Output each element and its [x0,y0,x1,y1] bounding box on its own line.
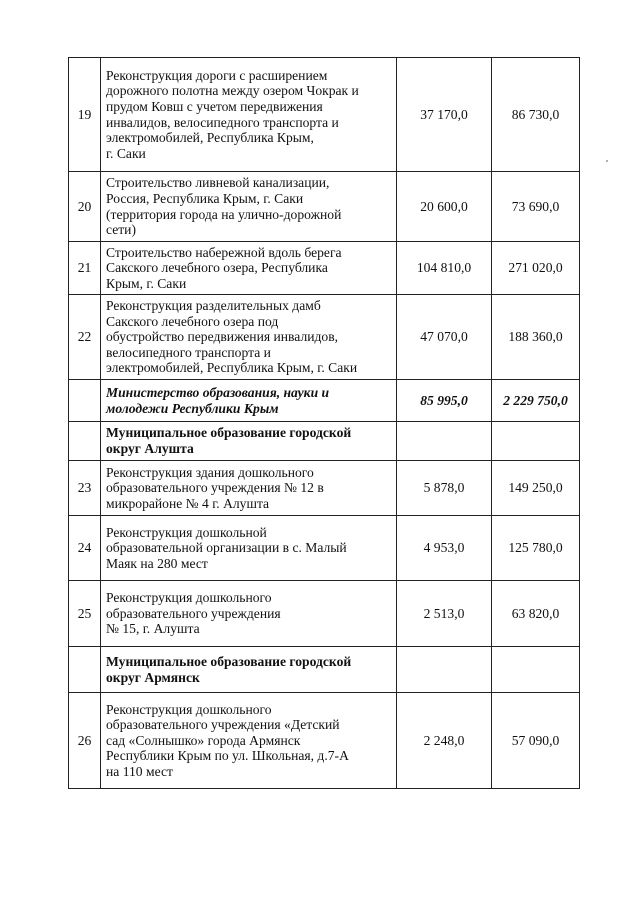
row-name-cell [101,295,397,380]
row-name-cell [101,581,397,647]
row-number-cell [69,295,101,380]
row-value-2: 271 020,0 [508,260,563,276]
row-value-2: 86 730,0 [511,106,560,122]
row-number: 26 [77,732,92,748]
table-row [69,172,580,242]
row-value-2: 125 780,0 [508,540,563,556]
row-value-2-cell [492,172,580,242]
row-number-cell [69,693,101,789]
row-number-cell [69,422,101,461]
row-value-1: 37 170,0 [420,106,468,122]
row-name: Реконструкция разделительных дамб Сакского лечебного озера под обустройство передвижения инвалидов, велосипедного транспорта и электромобилей, Республика Крым, г. Саки [106,298,358,376]
row-number-cell [69,172,101,242]
row-value-2-cell [492,461,580,516]
table-row [69,461,580,516]
row-number: 23 [77,480,92,496]
row-value-2-cell [492,58,580,172]
row-value-2: 73 690,0 [511,198,560,214]
row-number: 24 [77,540,92,556]
investment-table [68,57,580,789]
row-value-1-cell [397,581,492,647]
row-value-2: 57 090,0 [511,732,560,748]
row-value-1-cell [397,380,492,422]
row-name-cell [101,58,397,172]
row-name-cell [101,647,397,693]
row-name: Министерство образования, науки и молодежи Республики Крым [106,384,330,416]
row-name-cell [101,516,397,581]
row-name: Строительство набережной вдоль берега Сакского лечебного озера, Республика Крым, г. Саки [106,244,342,291]
row-name-cell [101,242,397,295]
scan-speck [606,160,608,162]
row-value-2-cell [492,242,580,295]
row-number-cell [69,380,101,422]
row-name: Реконструкция дошкольного образовательного учреждения № 15, г. Алушта [106,590,281,637]
row-number: 21 [77,260,92,276]
row-number: 19 [77,106,92,122]
row-value-2-cell [492,516,580,581]
row-value-2: 2 229 750,0 [503,392,568,408]
row-name: Реконструкция дошкольного образовательного учреждения «Детский сад «Солнышко» города Армянск Республики Крым по ул. Школьная, д.7-А на 110 мест [106,701,349,779]
row-name: Муниципальное образование городской округ Армянск [106,653,352,685]
municipality-row [69,647,580,693]
row-number: 25 [77,605,92,621]
row-number-cell [69,647,101,693]
row-value-1: 2 513,0 [423,605,465,621]
row-value-1: 20 600,0 [420,198,468,214]
table-row [69,295,580,380]
row-value-2-cell [492,693,580,789]
table-row [69,693,580,789]
row-number-cell [69,58,101,172]
row-name: Строительство ливневой канализации, Россия, Республика Крым, г. Саки (территория города на улично-дорожной сети) [106,175,342,238]
row-value-1: 5 878,0 [423,480,465,496]
row-number-cell [69,516,101,581]
row-number-cell [69,461,101,516]
row-name-cell [101,693,397,789]
row-name-cell [101,422,397,461]
table-row [69,516,580,581]
row-value-2-cell [492,647,580,693]
ministry-row [69,380,580,422]
row-value-1-cell [397,58,492,172]
table-row [69,58,580,172]
table-row [69,581,580,647]
row-value-1-cell [397,693,492,789]
row-value-1-cell [397,647,492,693]
row-value-2: 149 250,0 [508,480,563,496]
row-name: Муниципальное образование городской округ Алушта [106,425,352,456]
row-value-1-cell [397,242,492,295]
table-row [69,242,580,295]
row-value-1: 2 248,0 [423,732,465,748]
row-value-1: 104 810,0 [416,260,472,276]
row-name: Реконструкция дороги с расширением дорожного полотна между озером Чокрак и прудом Ковш с учетом передвижения инвалидов, велосипедного транспорта и электромобилей, Республика Крым, г. Саки [106,67,359,161]
row-value-2-cell [492,380,580,422]
row-name-cell [101,461,397,516]
row-name: Реконструкция дошкольной образовательной организации в с. Малый Маяк на 280 мест [106,524,347,571]
row-value-2: 63 820,0 [511,605,560,621]
table-body [69,58,580,789]
row-number: 20 [77,198,92,214]
row-value-2-cell [492,295,580,380]
row-number-cell [69,242,101,295]
row-name-cell [101,172,397,242]
row-value-1: 47 070,0 [420,329,468,345]
municipality-row [69,422,580,461]
row-value-2-cell [492,581,580,647]
row-value-1: 4 953,0 [423,540,465,556]
row-value-2: 188 360,0 [508,329,563,345]
row-number-cell [69,581,101,647]
row-value-1: 85 995,0 [420,392,468,408]
row-value-1-cell [397,461,492,516]
row-value-1-cell [397,422,492,461]
row-value-1-cell [397,516,492,581]
row-name-cell [101,380,397,422]
row-value-1-cell [397,295,492,380]
row-number: 22 [77,329,92,345]
row-name: Реконструкция здания дошкольного образовательного учреждения № 12 в микрорайоне № 4 г. Алушта [106,464,324,511]
row-value-2-cell [492,422,580,461]
row-value-1-cell [397,172,492,242]
